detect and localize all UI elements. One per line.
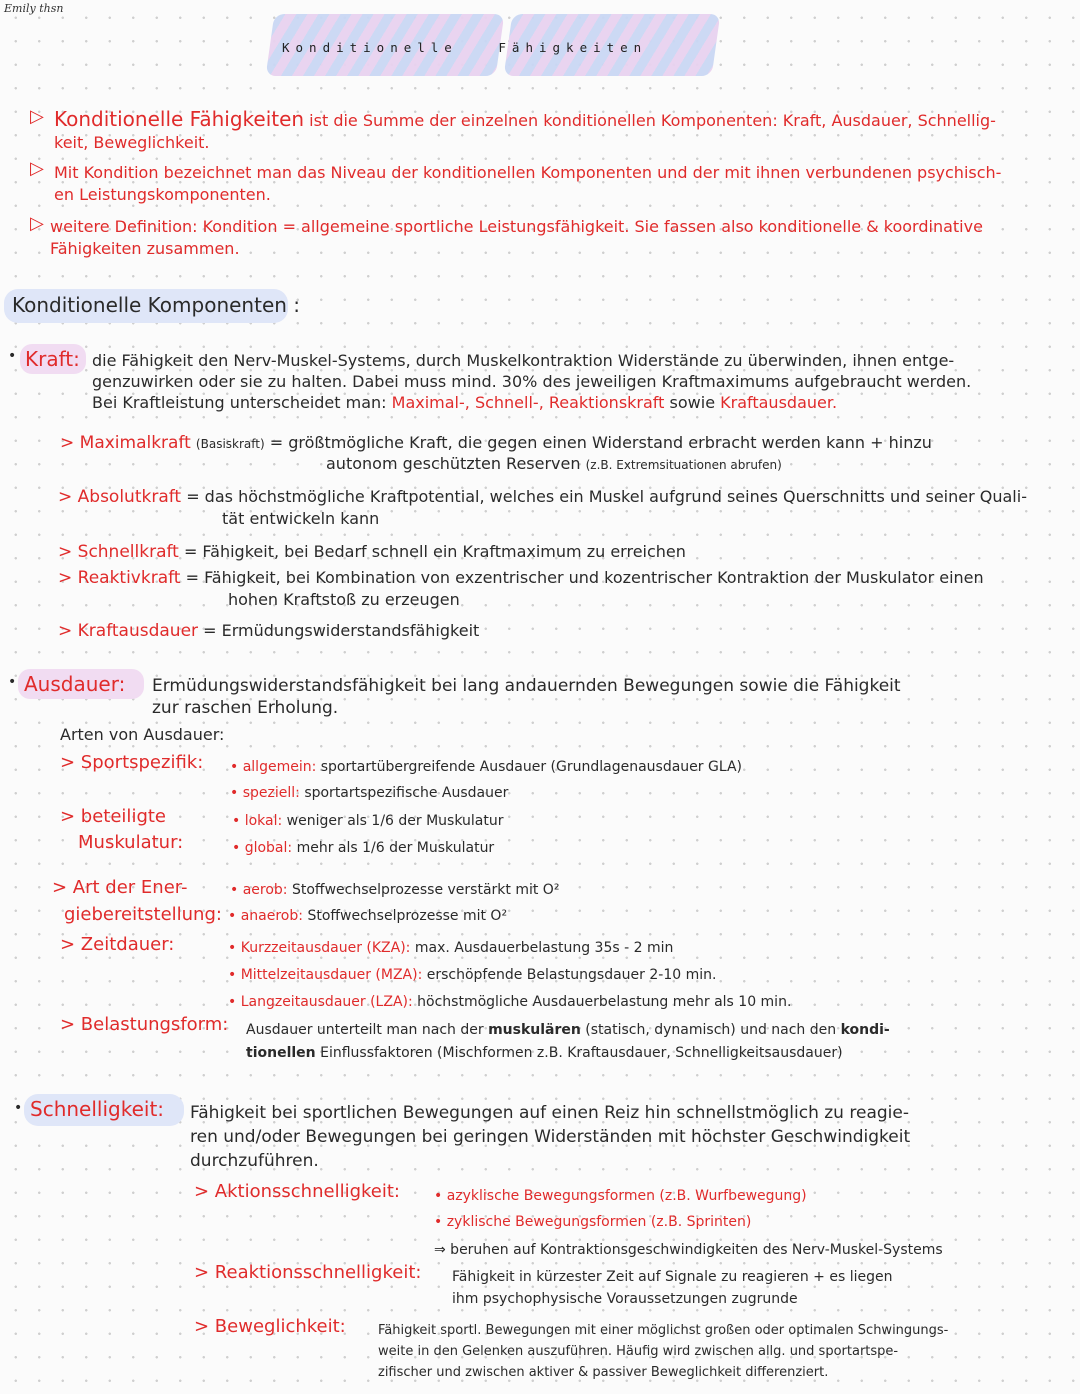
reaktion-definition: Fähigkeit in kürzester Zeit auf Signale zu reagieren + es liegen ihm psychophysische Voraussetzungen zugrunde [452,1269,893,1307]
triangle-bullet-icon: ▷ [30,106,44,127]
schnelligkeit-label: Schnelligkeit: [30,1097,165,1121]
intro-paragraph-2: Mit Kondition bezeichnet man das Niveau der konditionellen Komponenten und der mit ihnen verbundenen psychisch- en Leistungskomponenten. [54,163,1002,204]
author-signature: Emily thsn [4,2,64,15]
aktion-azyklisch: • azyklische Bewegungsformen (z.B. Wurfbewegung) [434,1188,807,1204]
schnellkraft-item: > Schnellkraft = Fähigkeit, bei Bedarf schnell ein Kraftmaximum zu erreichen [58,542,686,562]
aktionsschnelligkeit-label: > Aktionsschnelligkeit: [194,1181,400,1202]
arten-heading: Arten von Ausdauer: [60,725,225,744]
beweglichkeit-definition: Fähigkeit sportl. Bewegungen mit einer möglichst großen oder optimalen Schwingungs- weite in den Gelenken auszuführen. Häufig wird zwischen allg. und sportartspe- zifischer und zwischen aktiver & passiver Beweglichkeit differenziert. [378,1323,949,1380]
reaktionsschnelligkeit-label: > Reaktionsschnelligkeit: [194,1262,422,1283]
page-title: Konditionelle Fähigkeiten [282,40,648,55]
intro-paragraph-1: Konditionelle Fähigkeiten ist die Summe der einzelnen konditionellen Komponenten: Kraft, Ausdauer, Schnellig- keit, Beweglichkeit. [54,107,996,152]
zeitdauer-kza: • Kurzzeitausdauer (KZA): max. Ausdauerbelastung 35s - 2 min [228,940,674,956]
sportspezifik-speziell: • speziell: sportartspezifische Ausdauer [230,785,509,801]
maximalkraft-item-cont: autonom geschützten Reserven (z.B. Extremsituationen abrufen) [326,454,782,473]
zeitdauer-label: > Zeitdauer: [60,934,175,955]
belastungsform-label: > Belastungsform: [60,1014,229,1035]
schnelligkeit-definition: Fähigkeit bei sportlichen Bewegungen auf einen Reiz hin schnellstmöglich zu reagie- ren und/oder Bewegungen bei geringen Widerständen mit höchster Geschwindigkeit durchzuführen. [190,1103,911,1171]
muskulatur-lokal: • lokal: weniger als 1/6 der Muskulatur [232,813,504,829]
triangle-bullet-icon: ▷ [30,158,44,179]
kraft-definition: die Fähigkeit den Nerv-Muskel-Systems, durch Muskelkontraktion Widerstände zu überwinden, ihnen entge- genzuwirken oder sie zu halten. Dabei muss mind. 30% des jeweiligen Kraftmaximums aufgebraucht werden. Bei Kraftleistung unterscheidet man: Maximal-, Schnell-, Reaktionskraft sowie Kraftausdauer. [92,351,972,412]
bullet-dot: • [8,348,17,364]
kraft-label: Kraft: [25,347,80,371]
kraftausdauer-item: > Kraftausdauer = Ermüdungswiderstandsfähigkeit [58,621,480,641]
triangle-bullet-icon: ▷ [30,213,44,234]
bullet-dot: • [14,1100,23,1116]
aktion-folgerung: ⇒ beruhen auf Kontraktionsgeschwindigkeiten des Nerv-Muskel-Systems [434,1242,943,1258]
beweglichkeit-label: > Beweglichkeit: [194,1316,346,1337]
zeitdauer-mza: • Mittelzeitausdauer (MZA): erschöpfende Belastungsdauer 2-10 min. [228,967,717,983]
muskulatur-global: • global: mehr als 1/6 der Muskulatur [232,840,495,856]
energie-anaerob: • anaerob: Stoffwechselprozesse mit O² [228,908,508,924]
section-heading-komponenten: Konditionelle Komponenten : [12,293,301,317]
ausdauer-definition: Ermüdungswiderstandsfähigkeit bei lang andauernden Bewegungen sowie die Fähigkeit zur raschen Erholung. [152,676,901,718]
absolutkraft-item-cont: tät entwickeln kann [222,509,380,528]
absolutkraft-item: > Absolutkraft = das höchstmögliche Kraftpotential, welches ein Muskel aufgrund seines Querschnitts und seiner Quali- [58,487,1027,507]
aktion-zyklisch: • zyklische Bewegungsformen (z.B. Sprinten) [434,1214,752,1230]
reaktivkraft-item-cont: hohen Kraftstoß zu erzeugen [228,590,460,609]
bullet-dot: • [8,674,17,690]
sportspezifik-label: > Sportspezifik: [60,752,204,773]
sportspezifik-allgemein: • allgemein: sportartübergreifende Ausdauer (Grundlagenausdauer GLA) [230,759,743,775]
intro-paragraph-3: weitere Definition: Kondition = allgemeine sportliche Leistungsfähigkeit. Sie fassen also konditionelle & koordinative Fähigkeiten zusammen. [50,217,983,258]
ausdauer-label: Ausdauer: [24,672,126,696]
zeitdauer-lza: • Langzeitausdauer (LZA): höchstmögliche Ausdauerbelastung mehr als 10 min. [228,994,792,1010]
reaktivkraft-item: > Reaktivkraft = Fähigkeit, bei Kombination von exzentrischer und kozentrischer Kontraktion der Muskulator einen [58,568,984,588]
energiebereitstellung-label: > Art der Ener- giebereitstellung: [52,877,222,925]
energie-aerob: • aerob: Stoffwechselprozesse verstärkt mit O² [230,882,560,898]
belastungsform-definition: Ausdauer unterteilt man nach der muskulären (statisch, dynamisch) und nach den kondi- tionellen Einflussfaktoren (Mischformen z.B. Kraftausdauer, Schnelligkeitsausdauer) [246,1022,890,1061]
muskulatur-label: > beteiligte Muskulatur: [60,806,184,853]
maximalkraft-item: > Maximalkraft (Basiskraft) = größtmögliche Kraft, die gegen einen Widerstand erbracht werden kann + hinzu [60,433,932,453]
